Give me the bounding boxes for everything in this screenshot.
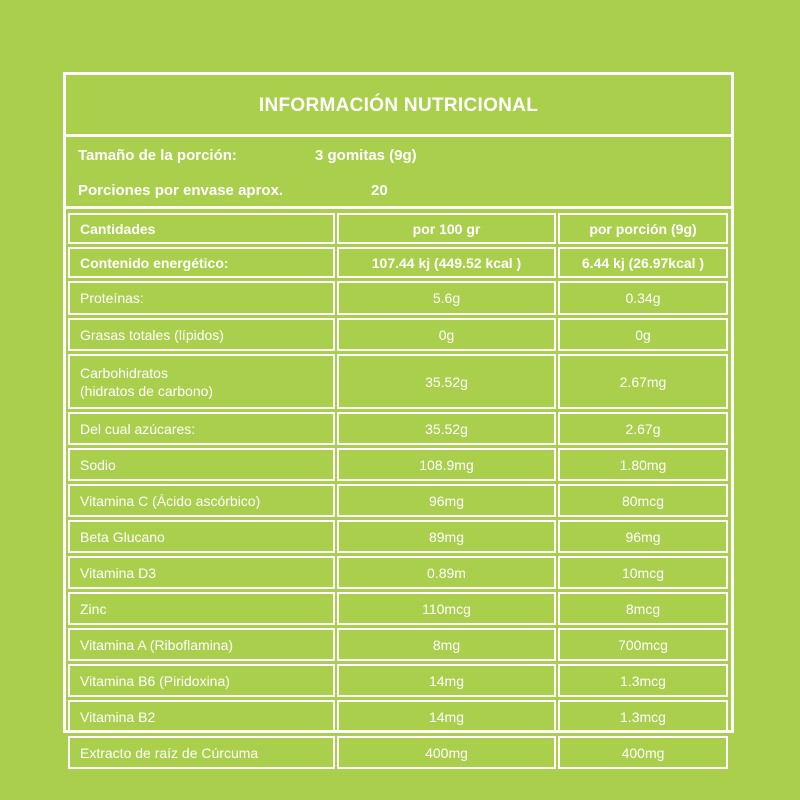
nutrient-label: Proteínas: [68,281,335,315]
panel-title: INFORMACIÓN NUTRICIONAL [258,95,539,116]
header-per-serving: por porción (9g) [558,213,728,244]
nutrient-label: Grasas totales (lípidos) [68,318,335,351]
nutrient-per-100g: 35.52g [337,354,556,409]
nutrient-per-100g: 8mg [337,628,556,661]
header-cantidades: Cantidades [68,213,335,244]
nutrient-per-serving: 2.67g [558,412,728,445]
nutrient-label: Vitamina A (Riboflamina) [68,628,335,661]
nutrient-per-100g: 96mg [337,484,556,517]
nutrient-per-serving: 0.34g [558,281,728,315]
nutrient-label-line1: Carbohidratos [80,364,168,381]
nutrient-per-100g: 35.52g [337,412,556,445]
servings-per-container-label: Porciones por envase aprox. [78,182,284,199]
nutrient-per-serving: 96mg [558,520,728,553]
nutrient-per-serving: 80mcg [558,484,728,517]
nutrient-per-100g: 400mg [337,736,556,769]
nutrient-per-serving: 1.3mcg [558,700,728,733]
energy-label: Contenido energético: [68,247,335,278]
nutrient-label: Zinc [68,592,335,625]
serving-divider [66,206,731,209]
nutrient-per-serving: 1.3mcg [558,664,728,697]
nutrient-per-100g: 0.89m [337,556,556,589]
nutrient-label: Vitamina B2 [68,700,335,733]
nutrient-label: Extracto de raíz de Cúrcuma [68,736,335,769]
nutrient-per-serving: 1.80mg [558,448,728,481]
nutrient-label: Vitamina C (Ácido ascórbico) [68,484,335,517]
nutrient-label: Vitamina D3 [68,556,335,589]
nutrient-per-serving: 8mcg [558,592,728,625]
nutrient-label: Del cual azúcares: [68,412,335,445]
serving-size-label: Tamaño de la porción: [78,147,237,164]
servings-per-container-value: 20 [371,182,388,199]
nutrition-facts-panel [63,72,734,761]
nutrient-per-100g: 89mg [337,520,556,553]
nutrient-per-100g: 0g [337,318,556,351]
nutrient-per-100g: 110mcg [337,592,556,625]
nutrient-per-100g: 108.9mg [337,448,556,481]
nutrient-label: Vitamina B6 (Piridoxina) [68,664,335,697]
nutrient-per-serving: 2.67mg [558,354,728,409]
title-divider [66,134,731,137]
nutrient-per-100g: 5.6g [337,281,556,315]
nutrient-per-serving: 10mcg [558,556,728,589]
energy-per-serving: 6.44 kj (26.97kcal ) [558,247,728,278]
nutrient-per-100g: 14mg [337,664,556,697]
header-per-100g: por 100 gr [337,213,556,244]
nutrient-per-serving: 400mg [558,736,728,769]
nutrient-per-serving: 0g [558,318,728,351]
nutrient-per-100g: 14mg [337,700,556,733]
nutrient-label: Beta Glucano [68,520,335,553]
energy-per-100g: 107.44 kj (449.52 kcal ) [337,247,556,278]
nutrient-label-line2: (hidratos de carbono) [80,382,214,399]
nutrient-label [68,354,335,409]
nutrient-per-serving: 700mcg [558,628,728,661]
serving-size-value: 3 gomitas (9g) [315,147,417,164]
nutrient-label: Sodio [68,448,335,481]
